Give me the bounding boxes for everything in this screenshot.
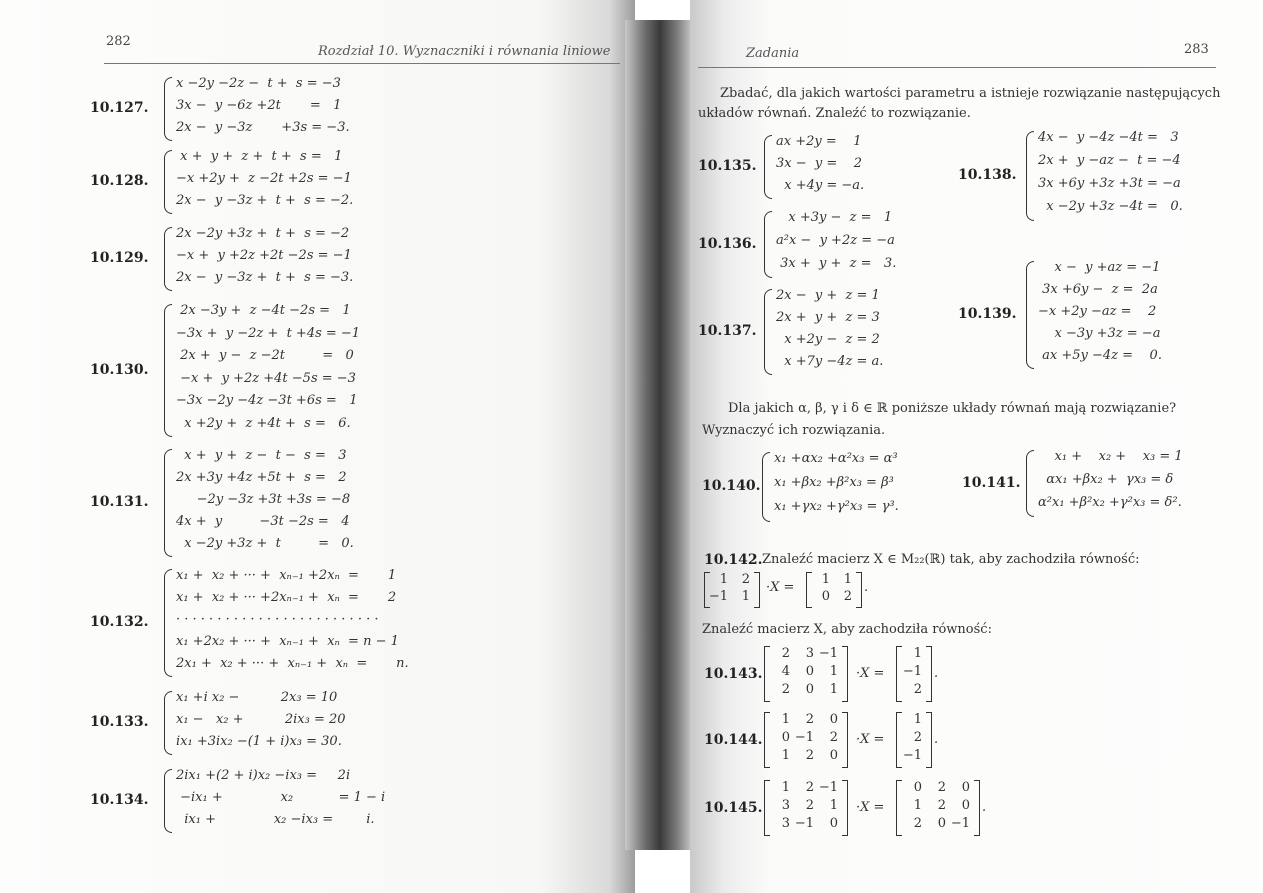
equation-line: 2x + y + z = 3 bbox=[776, 310, 880, 325]
equation-line: 3x +6y − z = 2a bbox=[1038, 282, 1158, 297]
matrix-entry: 1 bbox=[781, 748, 790, 763]
matrix-entry: −1 bbox=[950, 816, 970, 831]
equation-operator: ·X = bbox=[856, 732, 885, 747]
question-line-1: Dla jakich α, β, γ i δ ∈ ℝ poniższe układy równań mają rozwiązanie? bbox=[728, 401, 1177, 416]
problem-label-10131: 10.131. bbox=[90, 494, 149, 510]
system-brace-10139 bbox=[1026, 261, 1034, 369]
matrix-entry: 0 bbox=[821, 589, 830, 604]
system-brace-10141 bbox=[1026, 450, 1034, 517]
equation-line: x +3y − z = 1 bbox=[776, 210, 893, 225]
matrix-entry: 2 bbox=[937, 780, 946, 795]
problem-label-10141: 10.141. bbox=[962, 474, 1021, 491]
matrix-entry: 2 bbox=[805, 780, 814, 795]
page-number-right: 283 bbox=[1184, 42, 1209, 57]
matrix-entry: 1 bbox=[913, 646, 922, 661]
matrix-entry: 0 bbox=[913, 780, 922, 795]
system-brace-10131 bbox=[164, 449, 172, 557]
problem-label-10132: 10.132. bbox=[90, 614, 149, 630]
matrix-entry: −1 bbox=[794, 730, 814, 745]
matrix-entry: 2 bbox=[913, 816, 922, 831]
equation-line: α²x₁ +β²x₂ +γ²x₃ = δ². bbox=[1038, 495, 1182, 510]
header-rule-right bbox=[698, 67, 1216, 68]
matrix-entry: 1 bbox=[913, 712, 922, 727]
equation-period: . bbox=[864, 580, 869, 595]
equation-line: ix₁ + x₂ −ix₃ = i. bbox=[176, 812, 375, 827]
matrix-entry: 2 bbox=[913, 730, 922, 745]
problem-label-10130: 10.130. bbox=[90, 361, 149, 378]
equation-line: 2x₁ + x₂ + ··· + xₙ₋₁ + xₙ = n. bbox=[176, 656, 409, 671]
matrix-right-bracket bbox=[842, 646, 848, 702]
running-header-left: Rozdział 10. Wyznaczniki i równania liniowe bbox=[318, 44, 611, 59]
matrix-entry: 0 bbox=[829, 748, 838, 763]
equation-line: x + y + z + t + s = 1 bbox=[176, 149, 343, 164]
equation-line: −x +2y −az = 2 bbox=[1038, 304, 1157, 319]
equation-line: x₁ + x₂ + ··· +2xₙ₋₁ + xₙ = 2 bbox=[176, 590, 397, 605]
header-rule-left bbox=[104, 63, 620, 64]
equation-line: 2x + y −az − t = −4 bbox=[1038, 153, 1181, 168]
matrix-entry: 2 bbox=[805, 748, 814, 763]
problem-label-10129: 10.129. bbox=[90, 250, 149, 266]
matrix-entry: 4 bbox=[781, 664, 790, 679]
problem-label-10140: 10.140. bbox=[702, 478, 761, 494]
problem-label-10135: 10.135. bbox=[698, 158, 757, 174]
matrix-right-bracket bbox=[926, 712, 932, 768]
equation-line: x −2y −2z − t + s = −3 bbox=[176, 76, 341, 91]
problem-label-10136: 10.136. bbox=[698, 235, 757, 252]
system-brace-10130 bbox=[164, 304, 172, 437]
equation-line: x +4y = −a. bbox=[776, 178, 865, 193]
matrix-10145-b bbox=[896, 780, 980, 836]
equation-line: −3x −2y −4z −3t +6s = 1 bbox=[176, 393, 358, 408]
page-number-left: 282 bbox=[106, 34, 131, 49]
equation-operator: ·X = bbox=[856, 666, 885, 681]
equation-line: x −2y +3z −4t = 0. bbox=[1038, 199, 1183, 214]
matrix-intro: Znaleźć macierz X, aby zachodziła równość: bbox=[702, 622, 992, 637]
matrix-right-bracket bbox=[754, 572, 760, 608]
problem-10-142-label: 10.142. bbox=[704, 552, 763, 568]
matrix-10144-a bbox=[764, 712, 848, 768]
matrix-entry: 0 bbox=[805, 664, 814, 679]
equation-line: x₁ +i x₂ − 2x₃ = 10 bbox=[176, 690, 338, 705]
equation-period: . bbox=[934, 732, 939, 747]
matrix-entry: 3 bbox=[805, 646, 814, 661]
matrix-entry: 2 bbox=[937, 798, 946, 813]
equation-line: x +2y + z +4t + s = 6. bbox=[176, 415, 351, 431]
matrix-entry: 1 bbox=[741, 589, 750, 604]
equation-line: 3x + y + z = 3. bbox=[776, 256, 897, 271]
equation-line: 2x +3y +4z +5t + s = 2 bbox=[176, 470, 347, 485]
equation-line: 4x + y −3t −2s = 4 bbox=[176, 514, 350, 529]
equation-period: . bbox=[934, 666, 939, 681]
equation-line: 2x − y −3z + t + s = −3. bbox=[176, 270, 354, 285]
system-brace-10135 bbox=[764, 135, 772, 199]
equation-line: x₁ +αx₂ +α²x₃ = α³ bbox=[774, 451, 898, 466]
equation-line: −ix₁ + x₂ = 1 − i bbox=[176, 790, 386, 805]
question-line-2: Wyznaczyć ich rozwiązania. bbox=[702, 423, 886, 438]
equation-period: . bbox=[982, 800, 987, 815]
matrix-right-bracket bbox=[974, 780, 980, 836]
matrix-entry: 0 bbox=[781, 730, 790, 745]
matrix-entry: 2 bbox=[913, 682, 922, 697]
matrix-entry: 2 bbox=[781, 682, 790, 697]
matrix-entry: 1 bbox=[913, 798, 922, 813]
matrix-entry: 2 bbox=[741, 572, 750, 587]
equation-line: x +7y −4z = a. bbox=[776, 354, 884, 369]
matrix-right-bracket bbox=[842, 780, 848, 836]
system-brace-10140 bbox=[762, 452, 770, 522]
equation-line: x − y +az = −1 bbox=[1038, 260, 1161, 275]
matrix-entry: 2 bbox=[829, 730, 838, 745]
intro-line-2: układów równań. Znaleźć to rozwiązanie. bbox=[698, 106, 971, 121]
matrix-entry: 1 bbox=[719, 572, 728, 587]
system-brace-10138 bbox=[1026, 131, 1034, 221]
matrix-entry: 3 bbox=[781, 798, 790, 813]
equation-line: 2x −2y +3z + t + s = −2 bbox=[176, 226, 350, 241]
matrix-entry: 0 bbox=[829, 712, 838, 727]
matrix-entry: −1 bbox=[818, 646, 838, 661]
matrix-entry: 0 bbox=[829, 816, 838, 831]
problem-label-10145: 10.145. bbox=[704, 800, 763, 816]
right-page bbox=[690, 0, 1263, 893]
matrix-entry: 1 bbox=[781, 712, 790, 727]
intro-line-1: Zbadać, dla jakich wartości parametru a istnieje rozwiązanie następujących bbox=[720, 86, 1221, 101]
problem-label-10128: 10.128. bbox=[90, 173, 149, 189]
equation-line: 4x − y −4z −4t = 3 bbox=[1038, 130, 1179, 145]
equation-line: 2x + y − z −2t = 0 bbox=[176, 348, 354, 363]
equation-line: · · · · · · · · · · · · · · · · · · · · · · · · · bbox=[176, 612, 379, 627]
matrix-entry: −1 bbox=[902, 664, 922, 679]
equation-line: x −2y +3z + t = 0. bbox=[176, 536, 354, 551]
equation-operator: ·X = bbox=[856, 800, 885, 815]
matrix-entry: 0 bbox=[961, 780, 970, 795]
equation-line: −x + y +2z +2t −2s = −1 bbox=[176, 248, 352, 263]
system-brace-10133 bbox=[164, 691, 172, 755]
matrix-entry: 1 bbox=[843, 572, 852, 587]
running-header-right: Zadania bbox=[746, 46, 800, 61]
equation-line: 2x −3y + z −4t −2s = 1 bbox=[176, 303, 351, 318]
matrix-right-bracket bbox=[856, 572, 862, 608]
equation-operator: ·X = bbox=[766, 580, 795, 595]
matrix-142-b bbox=[806, 572, 862, 608]
equation-line: −2y −3z +3t +3s = −8 bbox=[176, 492, 351, 507]
matrix-entry: 2 bbox=[805, 798, 814, 813]
matrix-entry: −1 bbox=[818, 780, 838, 795]
problem-label-10137: 10.137. bbox=[698, 323, 757, 339]
matrix-entry: −1 bbox=[708, 589, 728, 604]
system-brace-10132 bbox=[164, 569, 172, 677]
equation-line: −x + y +2z +4t −5s = −3 bbox=[176, 370, 356, 386]
equation-line: x₁ − x₂ + 2ix₃ = 20 bbox=[176, 712, 346, 727]
problem-label-10133: 10.133. bbox=[90, 714, 149, 730]
equation-line: 3x − y −6z +2t = 1 bbox=[176, 98, 342, 113]
equation-line: 3x +6y +3z +3t = −a bbox=[1038, 176, 1181, 191]
system-brace-10137 bbox=[764, 289, 772, 375]
matrix-entry: 1 bbox=[829, 682, 838, 697]
matrix-entry: 2 bbox=[781, 646, 790, 661]
matrix-entry: 1 bbox=[781, 780, 790, 795]
matrix-142-a bbox=[704, 572, 760, 608]
equation-line: ax +5y −4z = 0. bbox=[1038, 348, 1162, 363]
problem-label-10139: 10.139. bbox=[958, 306, 1017, 322]
equation-line: 2ix₁ +(2 + i)x₂ −ix₃ = 2i bbox=[176, 768, 351, 783]
matrix-entry: −1 bbox=[794, 816, 814, 831]
matrix-10143-a bbox=[764, 646, 848, 702]
matrix-entry: 1 bbox=[821, 572, 830, 587]
equation-line: 2x − y −3z +3s = −3. bbox=[176, 120, 350, 135]
equation-line: −3x + y −2z + t +4s = −1 bbox=[176, 325, 361, 341]
matrix-entry: −1 bbox=[902, 748, 922, 763]
matrix-entry: 3 bbox=[781, 816, 790, 831]
equation-line: x + y + z − t − s = 3 bbox=[176, 448, 347, 463]
problem-label-10134: 10.134. bbox=[90, 792, 149, 808]
matrix-10145-a bbox=[764, 780, 848, 836]
system-brace-10127 bbox=[164, 77, 172, 141]
equation-line: x₁ + x₂ + x₃ = 1 bbox=[1038, 449, 1183, 464]
problem-label-10127: 10.127. bbox=[90, 100, 149, 116]
equation-line: x₁ + x₂ + ··· + xₙ₋₁ +2xₙ = 1 bbox=[176, 568, 397, 583]
system-brace-10136 bbox=[764, 211, 772, 278]
equation-line: ix₁ +3ix₂ −(1 + i)x₃ = 30. bbox=[176, 734, 342, 749]
problem-label-10143: 10.143. bbox=[704, 666, 763, 682]
system-brace-10128 bbox=[164, 150, 172, 214]
matrix-right-bracket bbox=[926, 646, 932, 702]
matrix-entry: 0 bbox=[805, 682, 814, 697]
equation-line: x₁ +βx₂ +β²x₃ = β³ bbox=[774, 475, 894, 490]
matrix-entry: 0 bbox=[961, 798, 970, 813]
matrix-right-bracket bbox=[842, 712, 848, 768]
equation-line: a²x − y +2z = −a bbox=[776, 233, 895, 248]
equation-line: −x +2y + z −2t +2s = −1 bbox=[176, 171, 352, 186]
equation-line: 2x − y −3z + t + s = −2. bbox=[176, 193, 354, 208]
equation-line: x₁ +2x₂ + ··· + xₙ₋₁ + xₙ = n − 1 bbox=[176, 634, 399, 649]
equation-line: αx₁ +βx₂ + γx₃ = δ bbox=[1038, 472, 1174, 487]
matrix-entry: 0 bbox=[937, 816, 946, 831]
problem-label-10144: 10.144. bbox=[704, 732, 763, 748]
equation-line: 3x − y = 2 bbox=[776, 156, 863, 171]
equation-line: x −3y +3z = −a bbox=[1038, 326, 1161, 341]
equation-line: x₁ +γx₂ +γ²x₃ = γ³. bbox=[774, 499, 899, 514]
equation-line: 2x − y + z = 1 bbox=[776, 288, 880, 303]
equation-line: x +2y − z = 2 bbox=[776, 332, 880, 347]
matrix-10144-b bbox=[896, 712, 932, 768]
matrix-10143-b bbox=[896, 646, 932, 702]
system-brace-10129 bbox=[164, 227, 172, 291]
matrix-entry: 2 bbox=[843, 589, 852, 604]
problem-10-142-text: Znaleźć macierz X ∈ M₂₂(ℝ) tak, aby zachodziła równość: bbox=[762, 552, 1140, 567]
book-gutter bbox=[625, 20, 695, 850]
matrix-entry: 2 bbox=[805, 712, 814, 727]
matrix-entry: 1 bbox=[829, 798, 838, 813]
system-brace-10134 bbox=[164, 769, 172, 833]
equation-line: ax +2y = 1 bbox=[776, 134, 862, 149]
problem-label-10138: 10.138. bbox=[958, 167, 1017, 183]
matrix-entry: 1 bbox=[829, 664, 838, 679]
